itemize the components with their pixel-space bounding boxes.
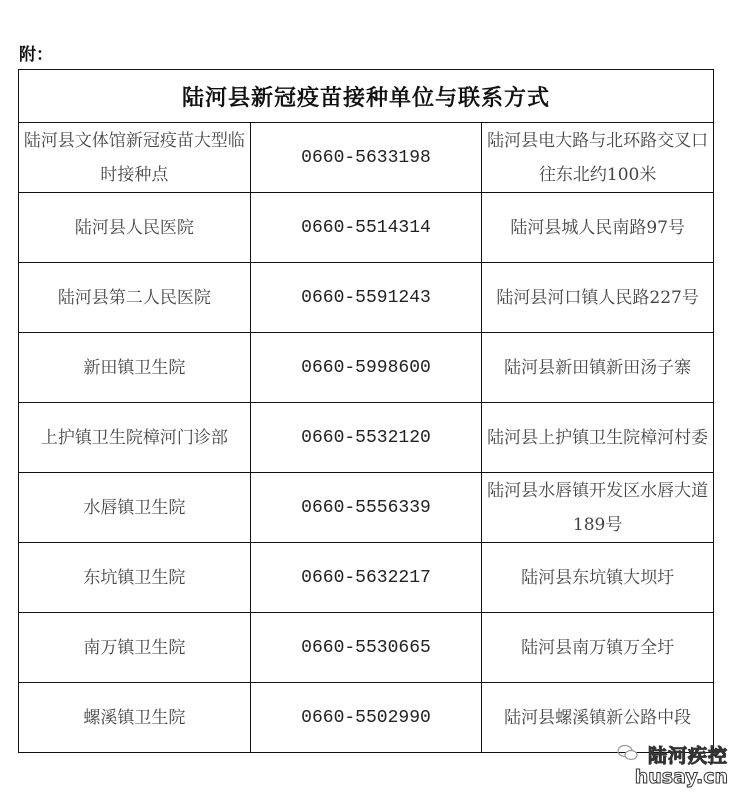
- vaccination-sites-table: [18, 69, 714, 753]
- site-name: 新田镇卫生院: [19, 333, 251, 403]
- site-address: 陆河县螺溪镇新公路中段: [482, 683, 714, 753]
- table-row: [19, 123, 714, 193]
- site-phone: 0660-5632217: [250, 543, 482, 613]
- site-phone: 0660-5556339: [250, 473, 482, 543]
- table-title-row: [19, 70, 714, 123]
- site-phone: 0660-5514314: [250, 193, 482, 263]
- site-phone: 0660-5998600: [250, 333, 482, 403]
- wechat-icon: [617, 744, 639, 766]
- table-row: [19, 263, 714, 333]
- table-row: [19, 543, 714, 613]
- site-name: 上护镇卫生院樟河门诊部: [19, 403, 251, 473]
- table-title: 陆河县新冠疫苗接种单位与联系方式: [19, 70, 714, 123]
- table-row: [19, 473, 714, 543]
- site-address: 陆河县电大路与北环路交叉口往东北约100米: [482, 123, 714, 193]
- site-address: 陆河县水唇镇开发区水唇大道189号: [482, 473, 714, 543]
- site-phone: 0660-5502990: [250, 683, 482, 753]
- site-phone: 0660-5530665: [250, 613, 482, 683]
- site-name: 陆河县文体馆新冠疫苗大型临时接种点: [19, 123, 251, 193]
- site-phone: 0660-5633198: [250, 123, 482, 193]
- site-phone: 0660-5591243: [250, 263, 482, 333]
- site-name: 东坑镇卫生院: [19, 543, 251, 613]
- site-name: 陆河县第二人民医院: [19, 263, 251, 333]
- site-name: 陆河县人民医院: [19, 193, 251, 263]
- site-name: 螺溪镇卫生院: [19, 683, 251, 753]
- table-row: [19, 403, 714, 473]
- watermark-site: husay.cn: [634, 766, 728, 788]
- site-address: 陆河县南万镇万全圩: [482, 613, 714, 683]
- site-address: 陆河县新田镇新田汤子寨: [482, 333, 714, 403]
- site-name: 南万镇卫生院: [19, 613, 251, 683]
- table-row: [19, 333, 714, 403]
- table-row: [19, 193, 714, 263]
- table-row: [19, 683, 714, 753]
- site-address: 陆河县上护镇卫生院樟河村委: [482, 403, 714, 473]
- site-phone: 0660-5532120: [250, 403, 482, 473]
- site-address: 陆河县河口镇人民路227号: [482, 263, 714, 333]
- site-address: 陆河县东坑镇大坝圩: [482, 543, 714, 613]
- watermark-account: 陆河疾控: [647, 745, 728, 767]
- watermark: [617, 741, 728, 786]
- table-row: [19, 613, 714, 683]
- site-name: 水唇镇卫生院: [19, 473, 251, 543]
- site-address: 陆河县城人民南路97号: [482, 193, 714, 263]
- attachment-label: 附：: [19, 45, 53, 65]
